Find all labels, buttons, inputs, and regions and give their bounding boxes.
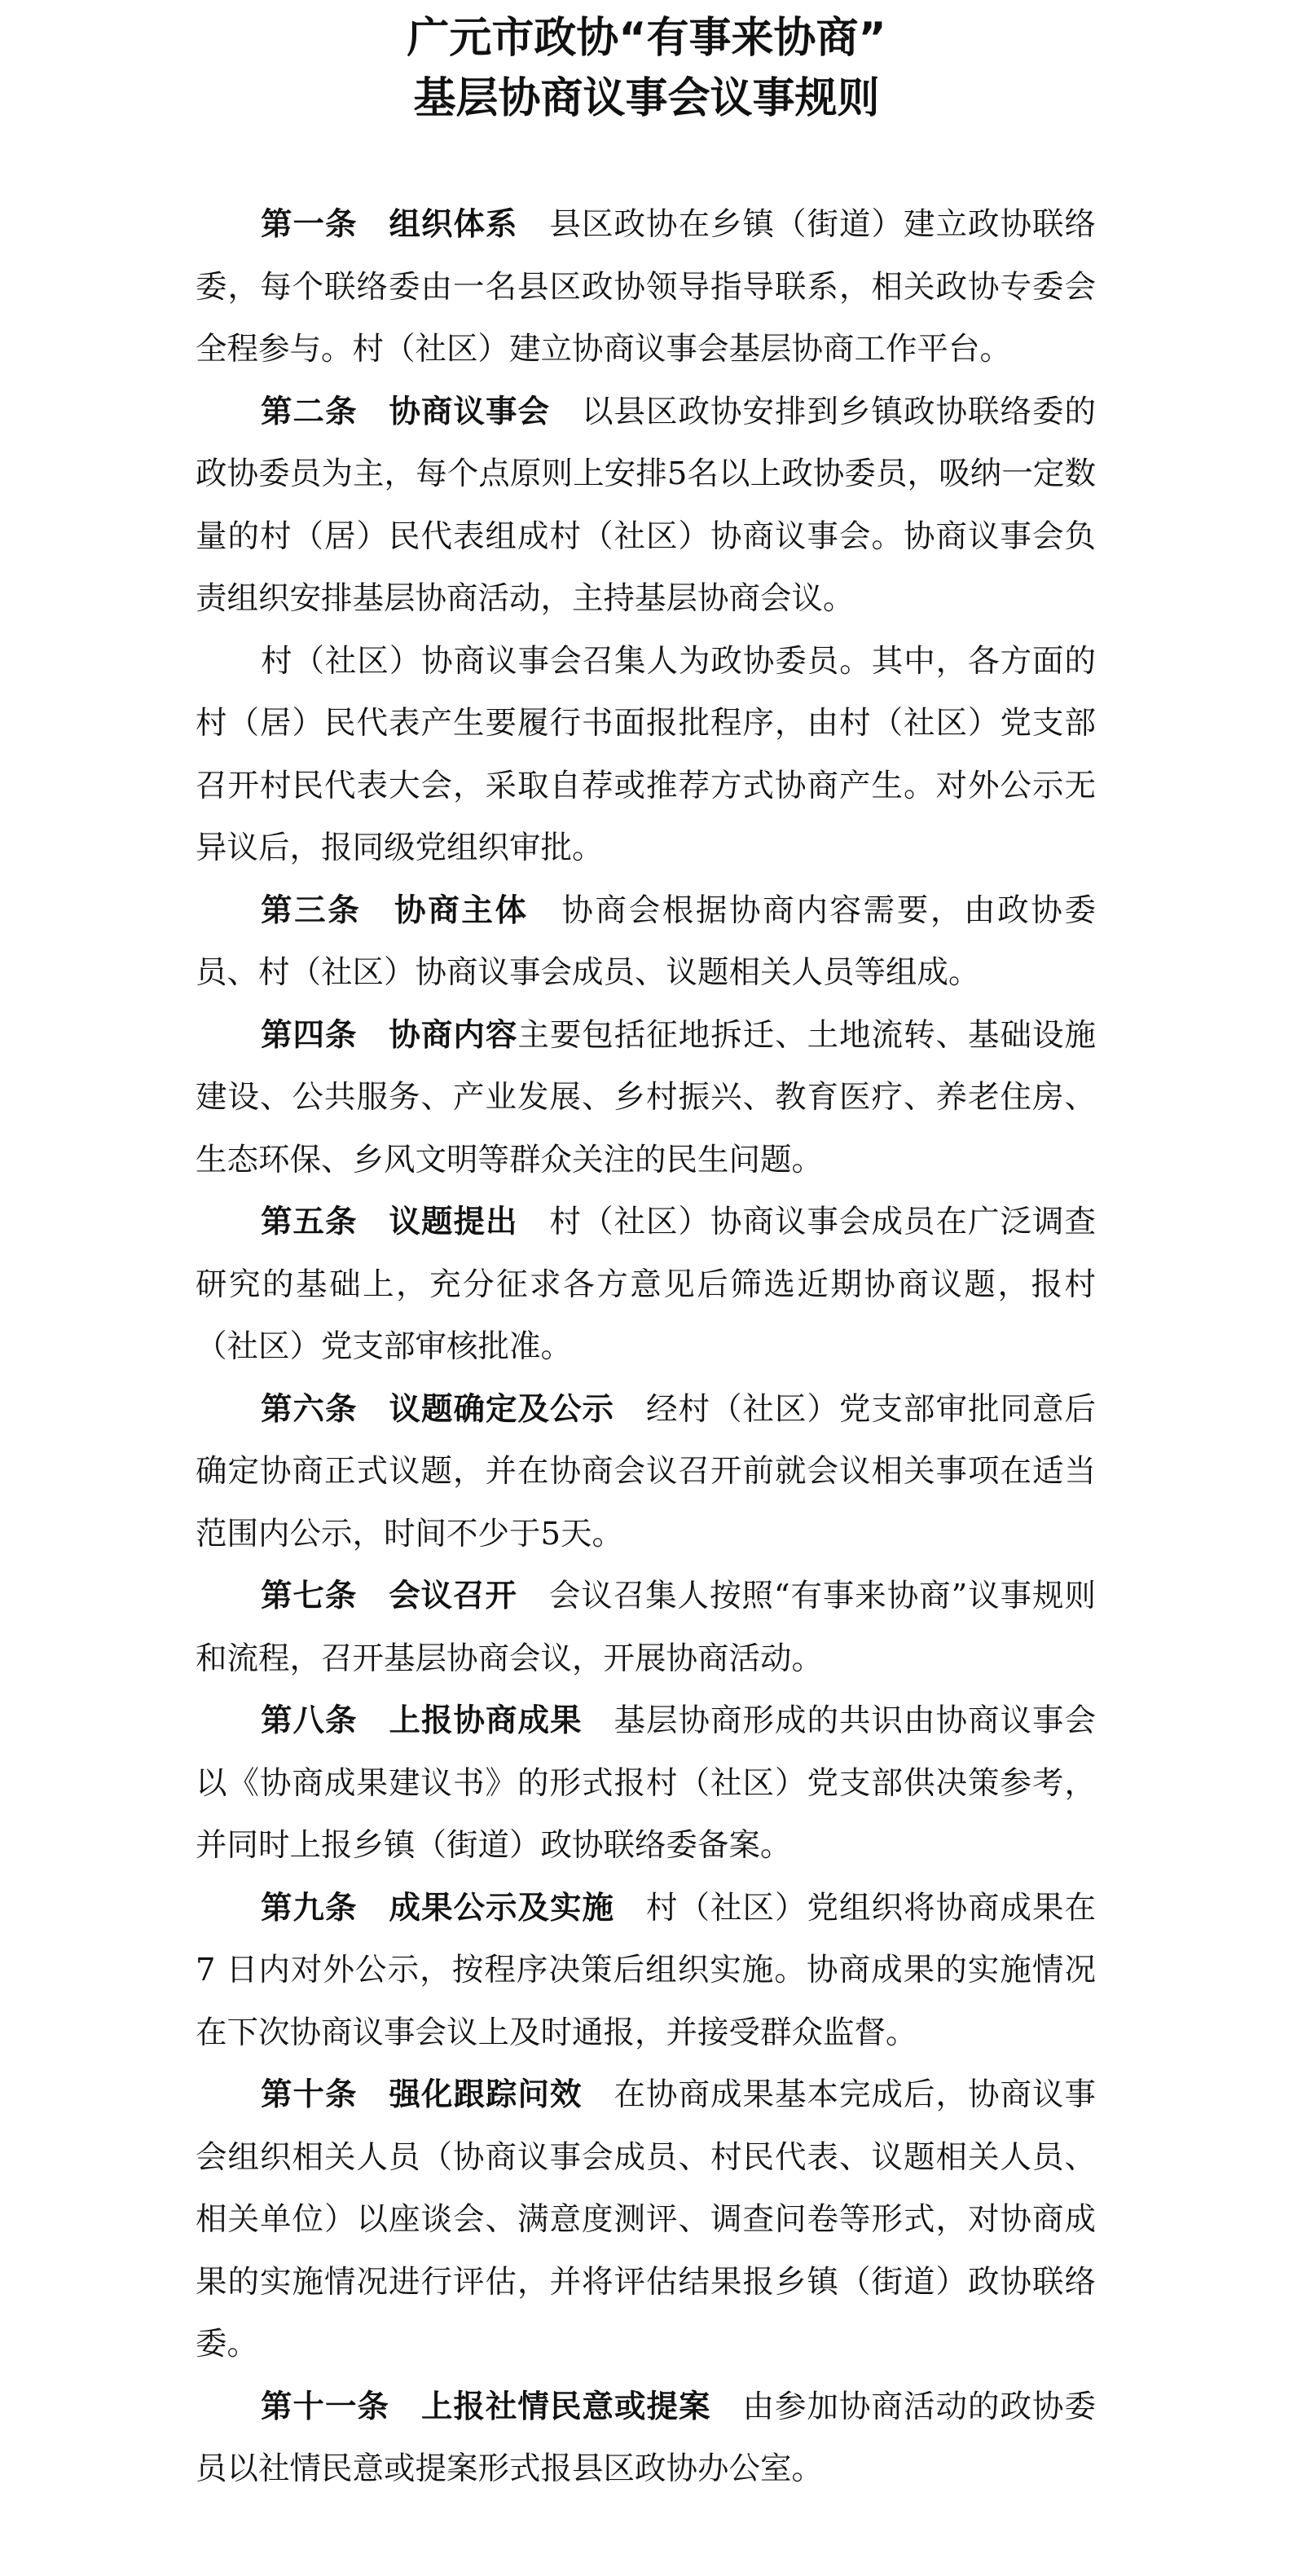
article-number: 第五条 [261, 1204, 358, 1240]
article-heading: 协商内容 [388, 1016, 518, 1054]
article-2 [196, 381, 1096, 631]
article-1 [196, 194, 1096, 381]
article-7 [196, 1565, 1096, 1690]
article-text: 县区政协在乡镇（街道）建立政协联络委，每个联络委由一名县区政协领导指导联系，相关政协专委会全程参与。村（社区）建立协商议事会基层协商工作平台。 [196, 206, 1096, 368]
article-3 [196, 880, 1096, 1005]
article-text: 主要包括征地拆迁、土地流转、基础设施建设、公共服务、产业发展、乡村振兴、教育医疗、养老住房、生态环保、乡风文明等群众关注的民生问题。 [196, 1016, 1096, 1178]
article-heading: 议题提出 [388, 1204, 518, 1240]
article-6 [196, 1379, 1096, 1566]
article-text: 协商会根据协商内容需要，由政协委员、村（社区）协商议事会成员、议题相关人员等组成。 [196, 892, 1096, 991]
article-number: 第四条 [261, 1016, 358, 1054]
article-text: 基层协商形成的共识由协商议事会以《协商成果建议书》的形式报村（社区）党支部供决策参考，并同时上报乡镇（街道）政协联络委备案。 [196, 1702, 1096, 1864]
article-heading: 上报协商成果 [388, 1702, 583, 1739]
article-5 [196, 1191, 1096, 1379]
article-number: 第九条 [261, 1889, 358, 1926]
article-heading: 成果公示及实施 [388, 1889, 614, 1926]
article-number: 第六条 [261, 1390, 358, 1428]
article-text: 以县区政协安排到乡镇政协联络委的政协委员为主，每个点原则上安排5名以上政协委员，吸纳一定数量的村（居）民代表组成村（社区）协商议事会。协商议事会负责组织安排基层协商活动，主持基层协商会议。 [196, 393, 1096, 617]
article-text: 村（社区）协商议事会召集人为政协委员。其中，各方面的村（居）民代表产生要履行书面报批程序，由村（社区）党支部召开村民代表大会，采取自荐或推荐方式协商产生。对外公示无异议后，报同级党组织审批。 [196, 642, 1096, 866]
article-text: 村（社区）协商议事会成员在广泛调查研究的基础上，充分征求各方意见后筛选近期协商议题，报村（社区）党支部审核批准。 [196, 1204, 1096, 1365]
article-heading: 协商主体 [392, 892, 529, 929]
article-number: 第二条 [261, 393, 358, 430]
article-text: 由参加协商活动的政协委员以社情民意或提案形式报县区政协办公室。 [196, 2388, 1096, 2487]
article-9 [196, 1878, 1096, 2065]
document-title-line-2: 基层协商议事会议事规则 [413, 74, 880, 123]
article-text: 会议召集人按照“有事来协商”议事规则和流程，召开基层协商会议，开展协商活动。 [196, 1578, 1096, 1677]
article-heading: 上报社情民意或提案 [420, 2388, 711, 2425]
article-2-continued [196, 631, 1096, 880]
article-text: 村（社区）党组织将协商成果在 7 日内对外公示，按程序决策后组织实施。协商成果的实施情况在下次协商议事会议上及时通报，并接受群众监督。 [196, 1889, 1096, 2051]
document-title-line-1: 广元市政协“有事来协商” [407, 14, 886, 63]
article-number: 第十条 [261, 2076, 358, 2113]
article-text: 在协商成果基本完成后，协商议事会组织相关人员（协商议事会成员、村民代表、议题相关人员、相关单位）以座谈会、满意度测评、调查问卷等形式，对协商成果的实施情况进行评估，并将评估结果报乡镇（街道）政协联络委。 [196, 2076, 1096, 2362]
document-body [196, 194, 1096, 2501]
article-heading: 会议召开 [388, 1578, 517, 1614]
article-number: 第十一条 [261, 2388, 389, 2425]
article-number: 第一条 [261, 206, 358, 243]
article-heading: 强化跟踪问效 [388, 2076, 583, 2113]
article-heading: 组织体系 [388, 206, 518, 243]
article-11 [196, 2376, 1096, 2501]
article-text: 经村（社区）党支部审批同意后确定协商正式议题，并在协商会议召开前就会议相关事项在适当范围内公示，时间不少于5天。 [196, 1390, 1096, 1552]
article-number: 第八条 [261, 1702, 358, 1739]
article-10 [196, 2064, 1096, 2376]
article-number: 第七条 [261, 1578, 358, 1614]
article-8 [196, 1690, 1096, 1878]
article-number: 第三条 [261, 892, 362, 929]
article-4 [196, 1005, 1096, 1192]
article-heading: 议题确定及公示 [388, 1390, 614, 1428]
article-heading: 协商议事会 [388, 393, 550, 430]
